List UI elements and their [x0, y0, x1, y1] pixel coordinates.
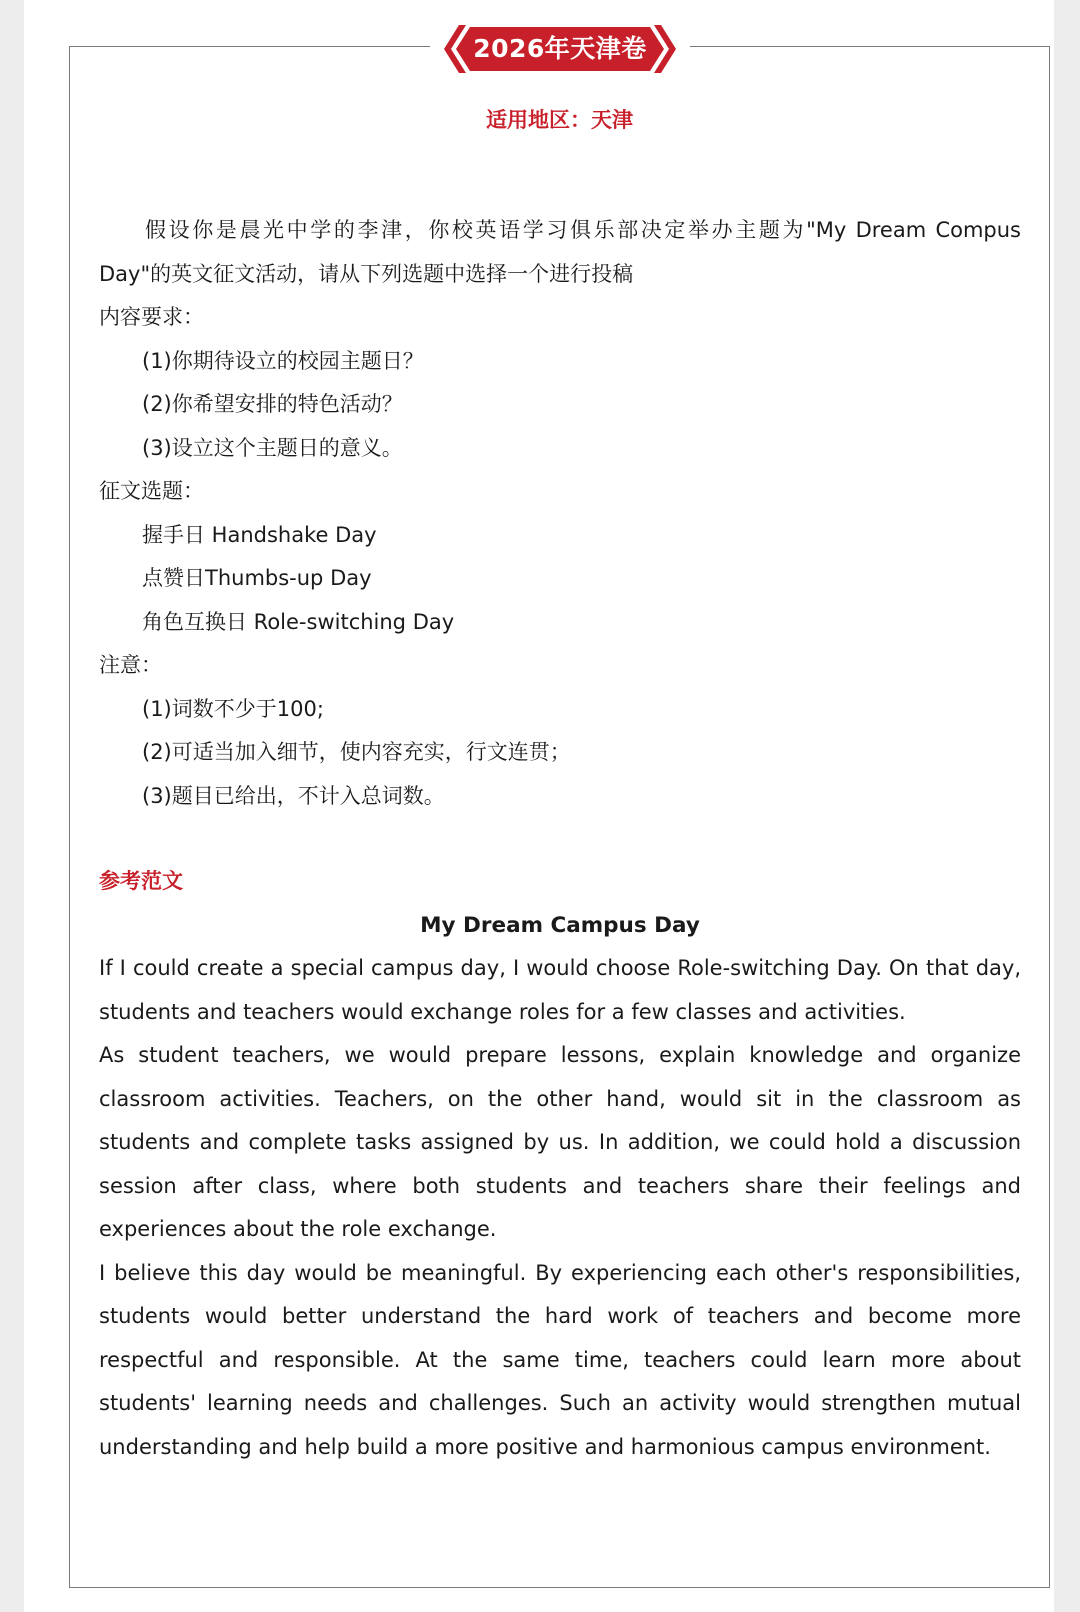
- notes-heading: 注意：: [99, 653, 162, 677]
- topic-item: 点赞日Thumbs-up Day: [142, 566, 372, 590]
- topic-item: 握手日 Handshake Day: [142, 522, 377, 547]
- requirement-item: (3)设立这个主题日的意义。: [142, 435, 403, 460]
- requirement-item: (1)你期待设立的校园主题日？: [142, 348, 424, 373]
- note-item: (3)题目已给出，不计入总词数。: [142, 783, 445, 808]
- essay-paragraph: I believe this day would be meaningful. By experiencing each other's responsibilities, students would better understand the hard work of teachers and become more respectful and responsible. At the same time, teachers could learn more about students' learning needs and challenges. Such an activity would strengthen mutual understanding and help build a more positive and harmonious campus environment.: [99, 1260, 1021, 1459]
- requirement-item: (2)你希望安排的特色活动？: [142, 392, 403, 416]
- note-item: (1)词数不少于100;: [142, 696, 324, 721]
- topic-item: 角色互换日 Role-switching Day: [142, 609, 455, 634]
- prompt-intro: 假设你是晨光中学的李津，你校英语学习俱乐部决定举办主题为"My Dream Compus Day"的英文征文活动，请从下列选题中选择一个进行投稿: [99, 218, 1021, 286]
- banner-title: 2026年天津卷: [473, 34, 647, 63]
- essay-title: My Dream Campus Day: [420, 912, 700, 938]
- essay-body: [99, 947, 1021, 1469]
- reference-heading: 参考范文: [99, 869, 183, 893]
- region-label: 适用地区：天津: [486, 108, 633, 132]
- essay-paragraph: As student teachers, we would prepare lessons, explain knowledge and organize classroom activities. Teachers, on the other hand, would sit in the classroom as students and complete tasks assigned by us. In addition, we could hold a discussion session after class, where both students and teachers share their feelings and experiences about the role exchange.: [99, 1043, 1021, 1241]
- note-item: (2)可适当加入细节，使内容充实，行文连贯；: [142, 740, 571, 764]
- document-page: [24, 0, 1054, 1612]
- topics-heading: 征文选题：: [99, 479, 204, 503]
- title-banner: [430, 20, 690, 78]
- main-content: [99, 209, 1021, 1469]
- essay-paragraph: If I could create a special campus day, I would choose Role-switching Day. On that day, students and teachers would exchange roles for a few classes and activities.: [99, 956, 1021, 1024]
- section-spacer: [99, 818, 1021, 860]
- requirements-heading: 内容要求：: [99, 305, 204, 329]
